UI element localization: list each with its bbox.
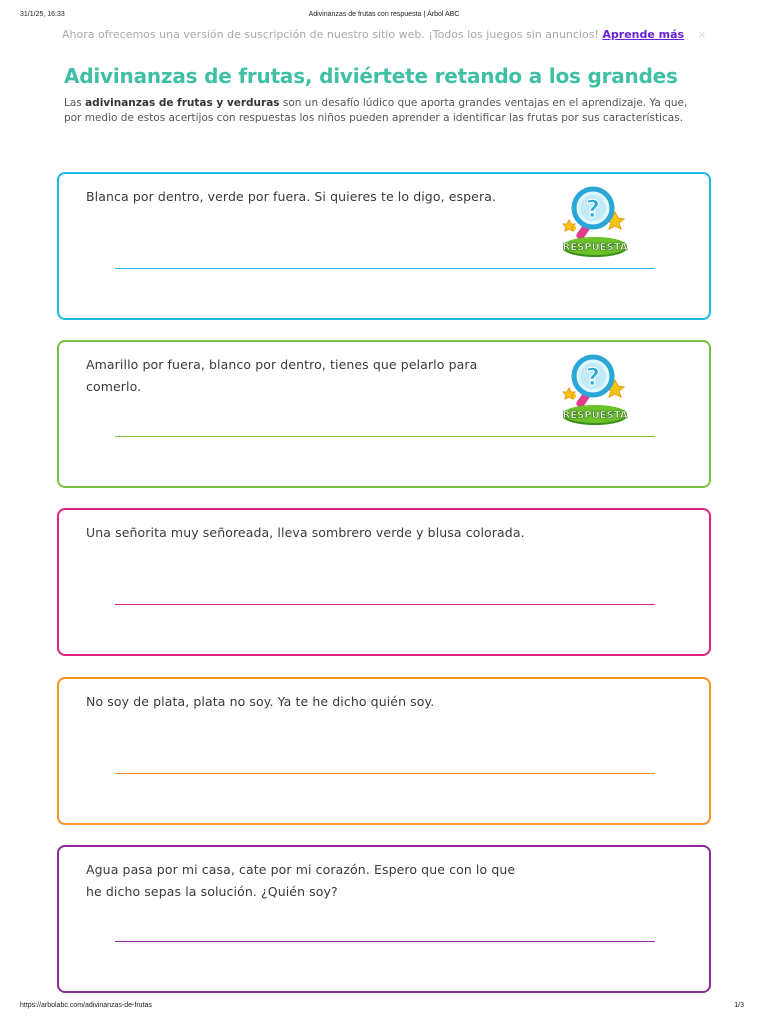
page-number: 1/3 xyxy=(734,1002,744,1009)
svg-text:?: ? xyxy=(586,195,600,223)
riddle-card xyxy=(57,508,711,656)
intro-bold: adivinanzas de frutas y verduras xyxy=(85,97,280,109)
intro-suffix: son un desafío lúdico que aporta grandes ventajas en el aprendizaje. Ya que, por medio de estos acertijos con respuestas los niños pueden aprender a identificar las frutas por sus características. xyxy=(64,97,688,124)
riddle-question: No soy de plata, plata no soy. Ya te he dicho quién soy. xyxy=(86,694,435,709)
riddle-question: Agua pasa por mi casa, cate por mi corazón. Espero que con lo que he dicho sepas la solución. ¿Quién soy? xyxy=(86,862,516,899)
respuesta-badge[interactable] xyxy=(559,354,629,428)
svg-text:?: ? xyxy=(586,363,600,391)
print-date: 31/1/25, 16:33 xyxy=(20,11,65,18)
answer-line[interactable] xyxy=(115,436,655,437)
print-header xyxy=(0,11,768,23)
riddle-card xyxy=(57,845,711,993)
answer-line[interactable] xyxy=(115,604,655,605)
riddle-question: Una señorita muy señoreada, lleva sombrero verde y blusa colorada. xyxy=(86,525,525,540)
print-footer xyxy=(0,1002,768,1014)
learn-more-link[interactable]: Aprende más xyxy=(602,28,685,41)
riddle-question: Amarillo por fuera, blanco por dentro, tienes que pelarlo para comerlo. xyxy=(86,357,478,394)
print-page-title: Adivinanzas de frutas con respuesta | Árbol ABC xyxy=(308,11,460,18)
answer-line[interactable] xyxy=(115,941,655,942)
answer-line[interactable] xyxy=(115,773,655,774)
intro-paragraph xyxy=(64,96,704,126)
riddle-card xyxy=(57,677,711,825)
respuesta-label: RESPUESTA xyxy=(562,410,628,421)
print-url: https://arbolabc.com/adivinanzas-de-frutas xyxy=(20,1002,152,1009)
respuesta-label: RESPUESTA xyxy=(562,242,628,253)
close-icon[interactable]: ✕ xyxy=(697,30,706,41)
page-title: Adivinanzas de frutas, diviértete retando a los grandes xyxy=(64,64,678,88)
subscription-banner xyxy=(0,28,768,41)
riddle-card xyxy=(57,340,711,488)
answer-line[interactable] xyxy=(115,268,655,269)
respuesta-icon xyxy=(559,186,629,260)
riddle-question: Blanca por dentro, verde por fuera. Si quieres te lo digo, espera. xyxy=(86,189,497,204)
respuesta-badge[interactable] xyxy=(559,186,629,260)
respuesta-icon xyxy=(559,354,629,428)
riddle-card xyxy=(57,172,711,320)
intro-prefix: Las xyxy=(64,97,86,109)
banner-text: Ahora ofrecemos una versión de suscripción de nuestro sitio web. ¡Todos los juegos sin anuncios! xyxy=(62,28,599,41)
